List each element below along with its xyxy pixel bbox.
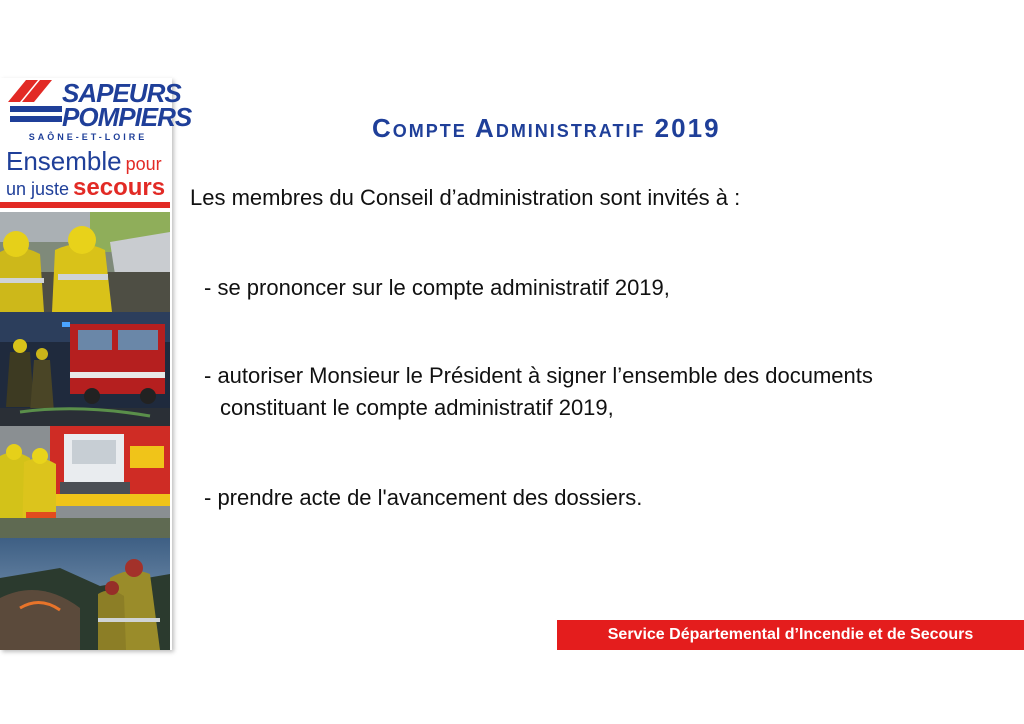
stripes-emblem-icon (8, 80, 64, 126)
logo-tagline-pour: pour (125, 154, 162, 174)
slide-title: Compte Administratif 2019 (372, 113, 721, 143)
footer-banner: Service Départemental d’Incendie et de Secours (557, 620, 1024, 650)
list-item-text: - se prononcer sur le compte administratif 2019, (204, 275, 670, 300)
logo-tagline-ensemble: Ensemble (6, 146, 122, 176)
list-item-text: - autoriser Monsieur le Président à signer l’ensemble des documents (204, 363, 873, 388)
logo-region: SAÔNE-ET-LOIRE (28, 132, 148, 142)
logo-tagline-bottom (6, 176, 165, 200)
logo-underline (0, 202, 170, 208)
sdis-logo (0, 78, 192, 212)
intro-text: Les membres du Conseil d’administration sont invités à : (190, 185, 741, 210)
photo-firefighters-vehicle (0, 212, 170, 312)
photo-brush-fire (0, 538, 170, 650)
logo-tagline-secours: secours (73, 174, 166, 201)
list-item-text: - prendre acte de l'avancement des dossiers. (204, 485, 643, 510)
list-item (204, 272, 670, 304)
list-item-continuation: constituant le compte administratif 2019, (220, 395, 614, 420)
photo-fire-truck-night (0, 312, 170, 426)
logo-line-sapeurs: SAPEURS (62, 78, 181, 108)
sidebar-panel (0, 78, 192, 650)
logo-tagline-un-juste: un juste (6, 179, 70, 199)
logo-tagline-top (6, 148, 162, 174)
list-item (204, 482, 642, 514)
list-item (204, 360, 873, 424)
photo-ambulance-rescue (0, 426, 170, 538)
logo-line-pompiers: POMPIERS (62, 102, 192, 132)
